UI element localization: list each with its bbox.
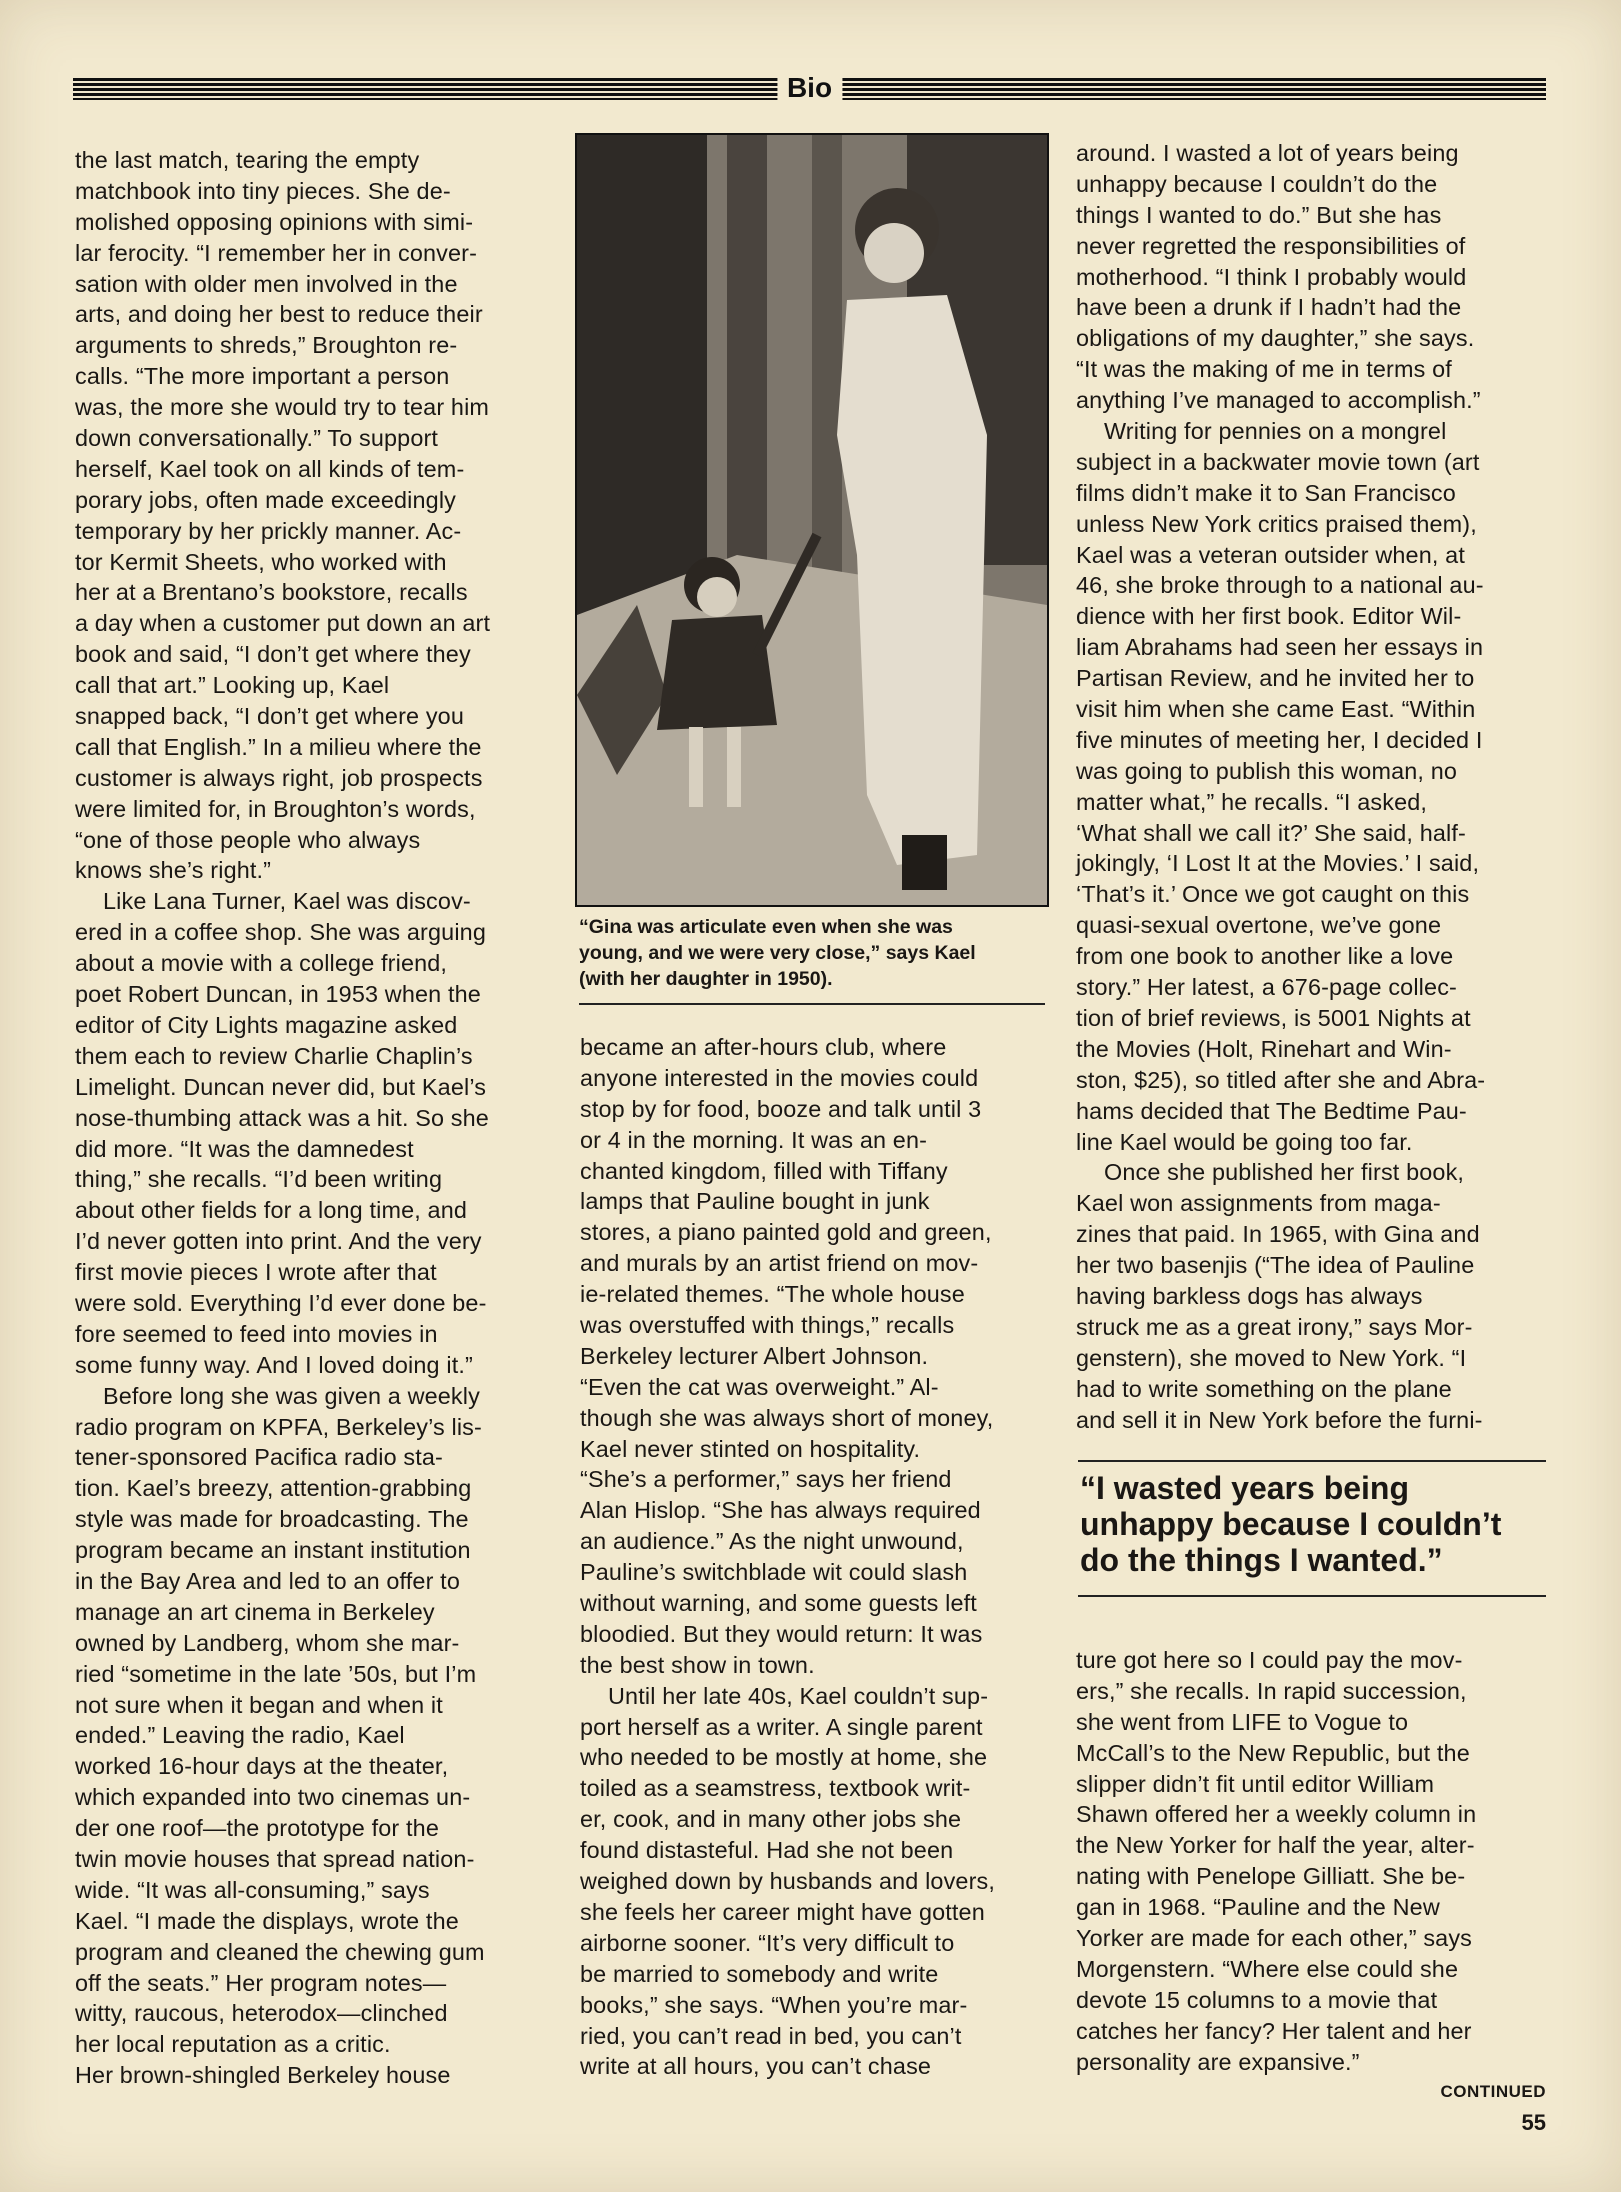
text-line: genstern), she moved to New York. “I — [1076, 1344, 1467, 1371]
text-line: “She’s a performer,” says her friend — [580, 1466, 952, 1493]
text-line: Kael. “I made the displays, wrote the — [75, 1907, 459, 1934]
text-line: stores, a piano painted gold and green, — [580, 1219, 992, 1246]
text-line: or 4 in the morning. It was an en- — [580, 1126, 928, 1153]
text-line: her at a Brentano’s bookstore, recalls — [75, 579, 468, 606]
text-line: anything I’ve managed to accomplish.” — [1076, 387, 1481, 414]
text-line: and sell it in New York before the furni- — [1076, 1406, 1483, 1433]
text-line: her two basenjis (“The idea of Pauline — [1076, 1252, 1475, 1279]
text-line: was going to publish this woman, no — [1076, 757, 1458, 784]
text-line: ture got here so I could pay the mov- — [1076, 1647, 1463, 1673]
section-header — [73, 70, 1546, 106]
text-line: young, and we were very close,” says Kael — [579, 942, 976, 964]
text-line: lar ferocity. “I remember her in conver- — [75, 239, 478, 266]
text-line: Berkeley lecturer Albert Johnson. — [580, 1342, 929, 1369]
text-line: were limited for, in Broughton’s words, — [75, 795, 476, 822]
text-line: gan in 1968. “Pauline and the New — [1076, 1894, 1440, 1921]
continued-label: CONTINUED — [1440, 2082, 1546, 2101]
article-column-2 — [580, 1032, 1050, 2082]
text-line: er, cook, and in many other jobs she — [580, 1806, 962, 1833]
text-line: “I wasted years being — [1080, 1470, 1410, 1506]
text-line: porary jobs, often made exceedingly — [75, 486, 457, 513]
pull-quote-bottom-rule — [1078, 1595, 1546, 1597]
text-line: films didn’t make it to San Francisco — [1076, 479, 1456, 506]
text-line: anyone interested in the movies could — [580, 1064, 979, 1091]
text-line: five minutes of meeting her, I decided I — [1076, 726, 1483, 753]
text-line: zines that paid. In 1965, with Gina and — [1076, 1221, 1480, 1248]
caption-rule — [579, 1003, 1045, 1005]
text-line: was, the more she would try to tear him — [75, 394, 490, 421]
text-line: witty, raucous, heterodox—clinched — [75, 2000, 448, 2027]
text-line: call that English.” In a milieu where the — [75, 733, 482, 760]
text-line: chanted kingdom, filled with Tiffany — [580, 1157, 948, 1184]
text-line: twin movie houses that spread nation- — [75, 1845, 475, 1872]
text-line: unless New York critics praised them), — [1076, 510, 1477, 537]
text-line: lamps that Pauline bought in junk — [580, 1188, 930, 1215]
text-line: program and cleaned the chewing gum — [75, 1938, 485, 1965]
text-line: molished opposing opinions with simi- — [75, 208, 474, 235]
text-line: radio program on KPFA, Berkeley’s lis- — [75, 1413, 482, 1440]
text-line: were sold. Everything I’d ever done be- — [75, 1289, 487, 1316]
text-line: devote 15 columns to a movie that — [1076, 1986, 1438, 2013]
text-line: nating with Penelope Gilliatt. She be- — [1076, 1863, 1466, 1890]
text-line: things I wanted to do.” But she has — [1076, 201, 1442, 228]
pull-quote-top-rule — [1078, 1460, 1546, 1462]
text-line: thing,” she recalls. “I’d been writing — [75, 1166, 443, 1193]
text-line: editor of City Lights magazine asked — [75, 1011, 458, 1038]
text-line: without warning, and some guests left — [580, 1590, 977, 1617]
text-line: tener-sponsored Pacifica radio sta- — [75, 1444, 443, 1471]
text-line: Morgenstern. “Where else could she — [1076, 1955, 1459, 1982]
article-column-1 — [75, 145, 555, 2091]
text-line: style was made for broadcasting. The — [75, 1506, 469, 1533]
text-line: worked 16-hour days at the theater, — [75, 1753, 449, 1780]
text-line: having barkless dogs has always — [1076, 1282, 1423, 1309]
text-line: catches her fancy? Her talent and her — [1076, 2017, 1472, 2044]
text-line: personality are expansive.” — [1076, 2048, 1360, 2075]
text-line: did more. “It was the damnedest — [75, 1135, 414, 1162]
text-line: story.” Her latest, a 676-page collec- — [1076, 974, 1457, 1001]
text-line: call that art.” Looking up, Kael — [75, 672, 390, 699]
text-line: who needed to be mostly at home, she — [580, 1744, 988, 1771]
text-line: 46, she broke through to a national au- — [1076, 572, 1484, 599]
text-line: struck me as a great irony,” says Mor- — [1076, 1313, 1473, 1340]
text-line: herself, Kael took on all kinds of tem- — [75, 455, 465, 482]
text-line: port herself as a writer. A single parent — [580, 1713, 983, 1740]
text-line: Alan Hislop. “She has always required — [580, 1497, 981, 1524]
text-line: tor Kermit Sheets, who worked with — [75, 548, 447, 575]
text-line: not sure when it began and when it — [75, 1691, 443, 1718]
text-line: “one of those people who always — [75, 826, 421, 853]
text-line: Partisan Review, and he invited her to — [1076, 665, 1475, 692]
text-line: bloodied. But they would return: It was — [580, 1620, 983, 1647]
text-line: never regretted the responsibilities of — [1076, 232, 1466, 259]
text-line: had to write something on the plane — [1076, 1375, 1452, 1402]
article-column-3-top — [1076, 138, 1546, 1435]
text-line: book and said, “I don’t get where they — [75, 641, 471, 668]
text-line: tion. Kael’s breezy, attention-grabbing — [75, 1475, 472, 1502]
text-line: der one roof—the prototype for the — [75, 1815, 439, 1842]
text-line: around. I wasted a lot of years being — [1076, 140, 1459, 166]
text-line: an audience.” As the night unwound, — [580, 1528, 964, 1555]
text-line: visit him when she came East. “Within — [1076, 696, 1476, 723]
text-line: Kael never stinted on hospitality. — [580, 1435, 921, 1462]
text-line: ers,” she recalls. In rapid succession, — [1076, 1677, 1467, 1704]
text-line: first movie pieces I wrote after that — [75, 1259, 437, 1286]
text-line: from one book to another like a love — [1076, 943, 1454, 970]
text-line: manage an art cinema in Berkeley — [75, 1598, 435, 1625]
text-line: quasi-sexual overtone, we’ve gone — [1076, 912, 1442, 939]
text-line: ered in a coffee shop. She was arguing — [75, 919, 486, 946]
page-number: 55 — [1521, 2110, 1546, 2135]
text-line: Kael won assignments from maga- — [1076, 1190, 1441, 1217]
text-line: stop by for food, booze and talk until 3 — [580, 1095, 982, 1122]
text-line: do the things I wanted.” — [1080, 1542, 1443, 1578]
text-line: was overstuffed with things,” recalls — [580, 1312, 955, 1339]
text-line: Until her late 40s, Kael couldn’t sup- — [608, 1682, 989, 1709]
text-line: the New Yorker for half the year, alter- — [1076, 1832, 1475, 1859]
text-line: ended.” Leaving the radio, Kael — [75, 1722, 405, 1749]
text-line: dience with her first book. Editor Wil- — [1076, 603, 1462, 630]
text-line: matchbook into tiny pieces. She de- — [75, 177, 451, 204]
photo-illustration — [577, 135, 1047, 905]
text-line: line Kael would be going too far. — [1076, 1128, 1413, 1155]
text-line: calls. “The more important a person — [75, 363, 450, 390]
text-line: the Movies (Holt, Rinehart and Win- — [1076, 1035, 1452, 1062]
text-line: and murals by an artist friend on mov- — [580, 1250, 979, 1277]
text-line: down conversationally.” To support — [75, 425, 439, 452]
text-line: temporary by her prickly manner. Ac- — [75, 517, 462, 544]
text-line: became an after-hours club, where — [580, 1034, 947, 1060]
pull-quote — [1080, 1470, 1550, 1578]
text-line: “Even the cat was overweight.” Al- — [580, 1373, 939, 1400]
text-line: her local reputation as a critic. — [75, 2031, 391, 2058]
text-line: slipper didn’t fit until editor William — [1076, 1770, 1435, 1797]
text-line: Pauline’s switchblade wit could slash — [580, 1559, 968, 1586]
text-line: ie-related themes. “The whole house — [580, 1281, 965, 1308]
text-line: Limelight. Duncan never did, but Kael’s — [75, 1073, 487, 1100]
text-line: ried, you can’t read in bed, you can’t — [580, 2022, 962, 2049]
text-line: write at all hours, you can’t chase — [580, 2053, 932, 2080]
text-line: some funny way. And I loved doing it.” — [75, 1351, 473, 1378]
text-line: Like Lana Turner, Kael was discov- — [103, 888, 471, 915]
text-line: off the seats.” Her program notes— — [75, 1969, 447, 1996]
text-line: “It was the making of me in terms of — [1076, 356, 1452, 383]
text-line: the best show in town. — [580, 1651, 815, 1678]
text-line: fore seemed to feed into movies in — [75, 1320, 438, 1347]
text-line: arguments to shreds,” Broughton re- — [75, 332, 458, 359]
text-line: weighed down by husbands and lovers, — [580, 1868, 996, 1895]
text-line: Writing for pennies on a mongrel — [1104, 418, 1447, 445]
text-line: ston, $25), so titled after she and Abra- — [1076, 1066, 1486, 1093]
text-line: motherhood. “I think I probably would — [1076, 263, 1467, 290]
text-line: poet Robert Duncan, in 1953 when the — [75, 981, 481, 1008]
text-line: a day when a customer put down an art — [75, 610, 491, 637]
text-line: sation with older men involved in the — [75, 270, 458, 297]
text-line: hams decided that The Bedtime Pau- — [1076, 1097, 1467, 1124]
text-line: program became an instant institution — [75, 1537, 471, 1564]
text-line: about a movie with a college friend, — [75, 950, 448, 977]
text-line: jokingly, ‘I Lost It at the Movies.’ I said, — [1076, 850, 1480, 877]
text-line: (with her daughter in 1950). — [579, 968, 833, 990]
text-line: McCall’s to the New Republic, but the — [1076, 1739, 1470, 1766]
text-line: knows she’s right.” — [75, 857, 272, 884]
text-line: customer is always right, job prospects — [75, 764, 483, 791]
text-line: them each to review Charlie Chaplin’s — [75, 1042, 473, 1069]
text-line: airborne sooner. “It’s very difficult to — [580, 1929, 955, 1956]
text-line: liam Abrahams had seen her essays in — [1076, 634, 1484, 661]
text-line: “Gina was articulate even when she was — [579, 916, 953, 938]
text-line: unhappy because I couldn’t do the — [1076, 170, 1438, 197]
section-label: Bio — [777, 70, 842, 106]
text-line: ‘That’s it.’ Once we got caught on this — [1076, 881, 1470, 908]
text-line: Once she published her first book, — [1104, 1159, 1465, 1186]
text-line: Before long she was given a weekly — [103, 1382, 480, 1409]
text-line: I’d never gotten into print. And the very — [75, 1228, 482, 1255]
text-line: she feels her career might have gotten — [580, 1898, 985, 1925]
text-line: owned by Landberg, whom she mar- — [75, 1629, 460, 1656]
text-line: matter what,” he recalls. “I asked, — [1076, 788, 1428, 815]
text-line: wide. “It was all-consuming,” says — [75, 1876, 430, 1903]
text-line: toiled as a seamstress, textbook writ- — [580, 1775, 971, 1802]
text-line: obligations of my daughter,” she says. — [1076, 325, 1475, 352]
text-line: about other fields for a long time, and — [75, 1197, 468, 1224]
text-line: tion of brief reviews, is 5001 Nights at — [1076, 1004, 1471, 1031]
text-line: subject in a backwater movie town (art — [1076, 448, 1480, 475]
text-line: Shawn offered her a weekly column in — [1076, 1801, 1477, 1828]
text-line: though she was always short of money, — [580, 1404, 994, 1431]
text-line: arts, and doing her best to reduce their — [75, 301, 483, 328]
text-line: nose-thumbing attack was a hit. So she — [75, 1104, 489, 1131]
text-line: Kael was a veteran outsider when, at — [1076, 541, 1465, 568]
photo-kael-with-daughter — [575, 133, 1049, 907]
text-line: snapped back, “I don’t get where you — [75, 703, 464, 730]
photo-caption — [579, 914, 1049, 992]
text-line: unhappy because I couldn’t — [1080, 1506, 1502, 1542]
text-line: found distasteful. Had she not been — [580, 1837, 954, 1864]
text-line: Yorker are made for each other,” says — [1076, 1925, 1473, 1952]
text-line: which expanded into two cinemas un- — [75, 1784, 471, 1811]
text-line: have been a drunk if I hadn’t had the — [1076, 294, 1462, 321]
text-line: books,” she says. “When you’re mar- — [580, 1991, 968, 2018]
text-line: she went from LIFE to Vogue to — [1076, 1708, 1409, 1735]
text-line: be married to somebody and write — [580, 1960, 939, 1987]
article-column-3-bottom — [1076, 1645, 1546, 2077]
text-line: the last match, tearing the empty — [75, 147, 420, 173]
text-line: in the Bay Area and led to an offer to — [75, 1567, 460, 1594]
text-line: ried “sometime in the late ’50s, but I’m — [75, 1660, 477, 1687]
text-line: ‘What shall we call it?’ She said, half- — [1076, 819, 1466, 846]
text-line: Her brown-shingled Berkeley house — [75, 2062, 451, 2089]
